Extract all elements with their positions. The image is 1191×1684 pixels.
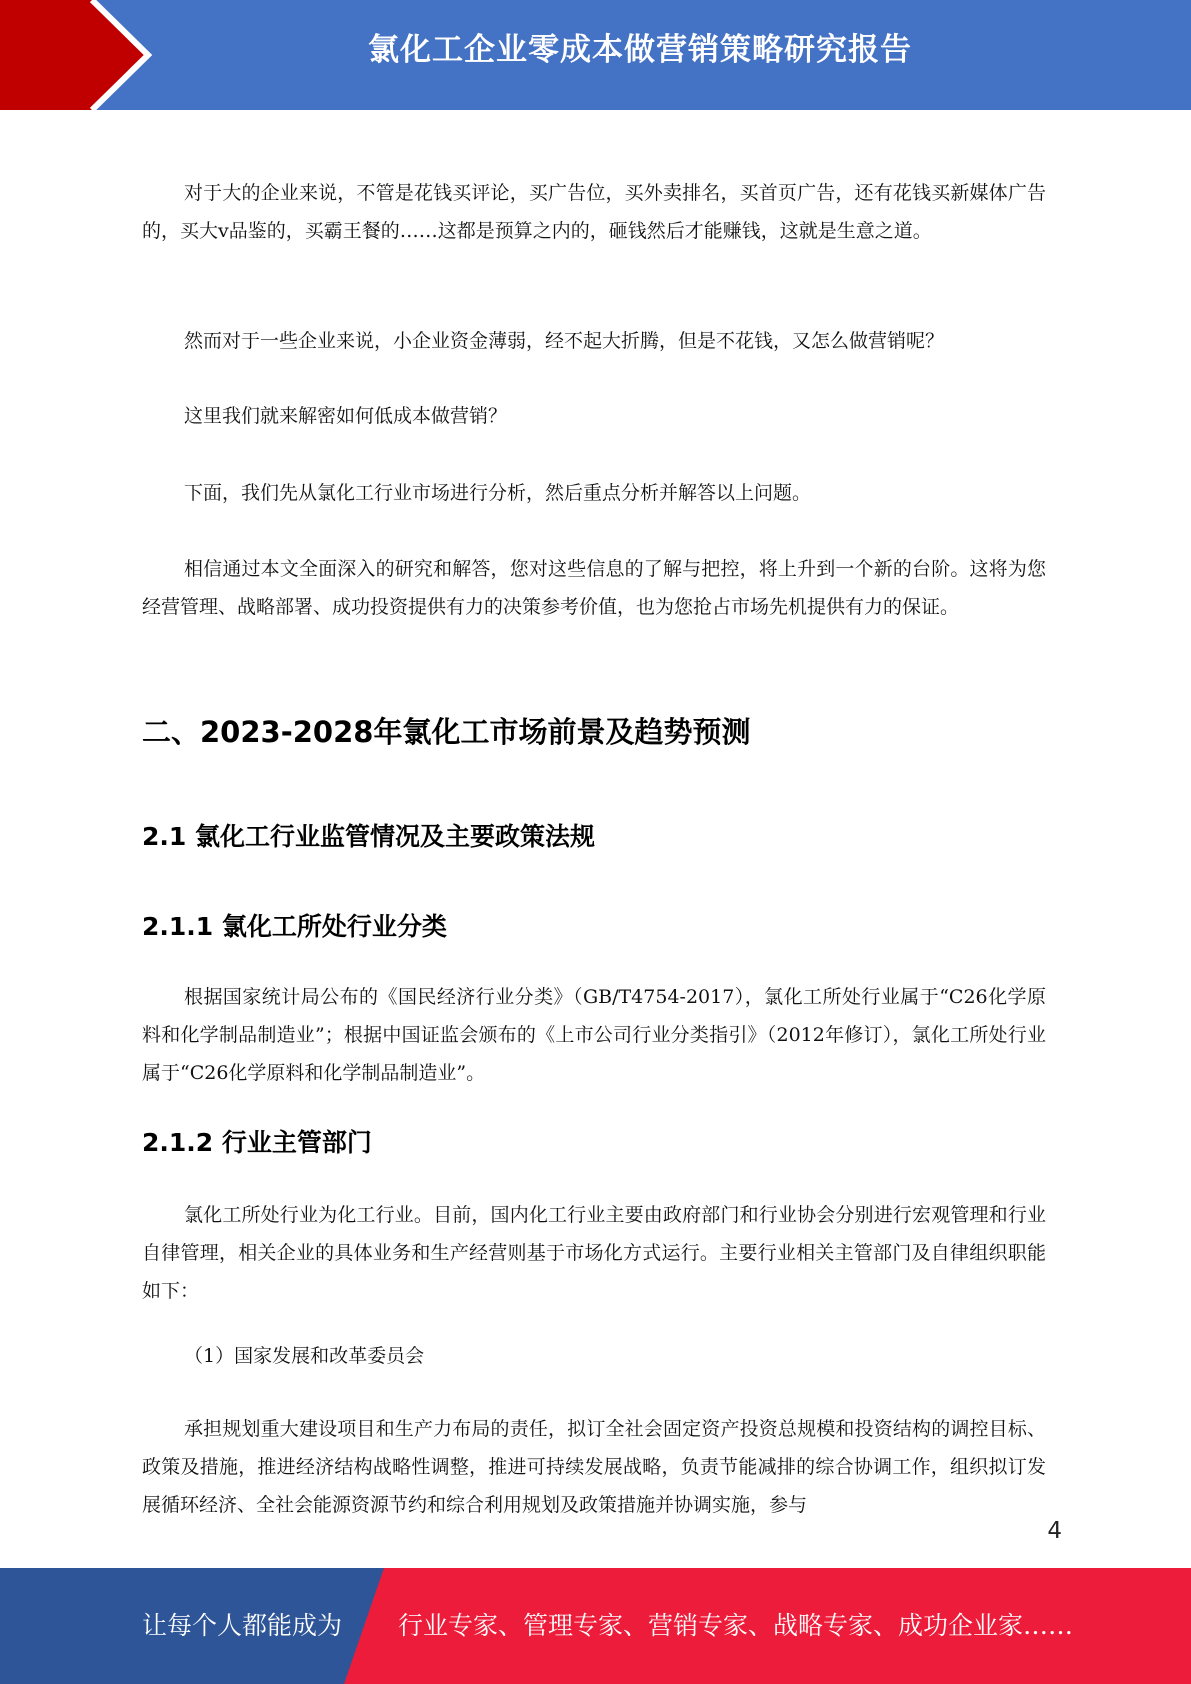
paragraph-small-business: 然而对于一些企业来说，小企业资金薄弱，经不起大折腾，但是不花钱，又怎么做营销呢？ (184, 330, 945, 352)
document-title: 氯化工企业零成本做营销策略研究报告 (368, 32, 912, 68)
subsubsection-heading-classification: 2.1.1 氯化工所处行业分类 (142, 912, 447, 941)
paragraph-analysis: 下面，我们先从氯化工行业市场进行分析，然后重点分析并解答以上问题。 (184, 482, 812, 504)
footer-slogan-right: 行业专家、管理专家、营销专家、战略专家、成功企业家…… (398, 1611, 1074, 1640)
paragraph-low-cost: 这里我们就来解密如何低成本做营销？ (184, 405, 508, 427)
subsection-heading: 2.1 氯化工行业监管情况及主要政策法规 (142, 822, 595, 851)
paragraph-ndrc-duties: 承担规划重大建设项目和生产力布局的责任，拟订全社会固定资产投资总规模和投资结构的调控目标、政策及措施，推进经济结构战略性调整，推进可持续发展战略，负责节能减排的综合协调工作，组织拟订发展循环经济、全社会能源资源节约和综合利用规划及政策措施并协调实施，参与 (142, 1418, 1046, 1516)
paragraph-authority: 氯化工所处行业为化工行业。目前，国内化工行业主要由政府部门和行业协会分别进行宏观管理和行业自律管理，相关企业的具体业务和生产经营则基于市场化方式运行。主要行业相关主管部门及自律组织职能如下： (142, 1204, 1046, 1302)
page-header (0, 0, 1191, 110)
footer-slogan-left: 让每个人都能成为 (142, 1611, 343, 1640)
paragraph-classification: 根据国家统计局公布的《国民经济行业分类》（GB/T4754-2017），氯化工所处行业属于“C26化学原料和化学制品制造业”；根据中国证监会颁布的《上市公司行业分类指引》（2012年修订），氯化工所处行业属于“C26化学原料和化学制品制造业”。 (142, 986, 1046, 1084)
section-heading: 二、2023-2028年氯化工市场前景及趋势预测 (142, 715, 751, 749)
page-footer (0, 1568, 1191, 1684)
paragraph-intro: 对于大的企业来说，不管是花钱买评论，买广告位，买外卖排名，买首页广告，还有花钱买新媒体广告的，买大v品鉴的，买霸王餐的……这都是预算之内的，砸钱然后才能赚钱，这就是生意之道。 (142, 182, 1046, 242)
subsubsection-heading-authority: 2.1.2 行业主管部门 (142, 1128, 372, 1157)
page-number: 4 (1047, 1518, 1062, 1544)
list-item-ndrc: （1）国家发展和改革委员会 (184, 1345, 425, 1367)
paragraph-confidence: 相信通过本文全面深入的研究和解答，您对这些信息的了解与把控，将上升到一个新的台阶。这将为您经营管理、战略部署、成功投资提供有力的决策参考价值，也为您抢占市场先机提供有力的保证。 (142, 558, 1046, 618)
